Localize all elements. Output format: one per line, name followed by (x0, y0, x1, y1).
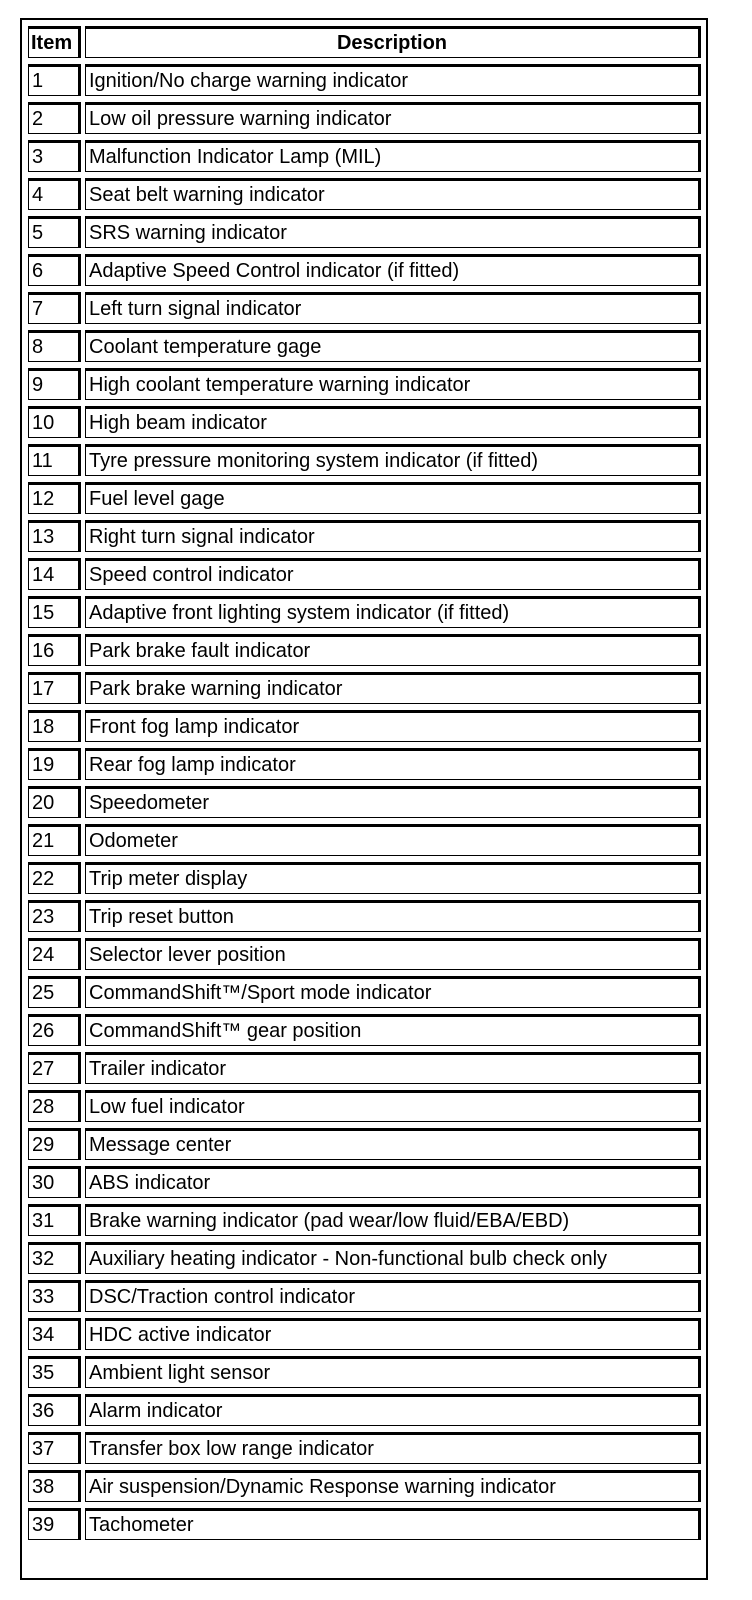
table-cell-description: CommandShift™ gear position (85, 1014, 701, 1046)
table-cell-item: 20 (28, 786, 81, 818)
table-cell-item: 4 (28, 178, 81, 210)
table-cell-item: 3 (28, 140, 81, 172)
table-cell-item: 36 (28, 1394, 81, 1426)
table-cell-item: 21 (28, 824, 81, 856)
table-cell-description: Malfunction Indicator Lamp (MIL) (85, 140, 701, 172)
table-cell-description: Tachometer (85, 1508, 701, 1540)
table-cell-description: DSC/Traction control indicator (85, 1280, 701, 1312)
table-cell-description: Adaptive front lighting system indicator (if fitted) (85, 596, 701, 628)
legend-table-grid (28, 26, 704, 1540)
table-cell-description: Park brake fault indicator (85, 634, 701, 666)
table-cell-description: Seat belt warning indicator (85, 178, 701, 210)
table-cell-item: 39 (28, 1508, 81, 1540)
table-cell-description: Message center (85, 1128, 701, 1160)
table-cell-item: 23 (28, 900, 81, 932)
table-cell-item: 5 (28, 216, 81, 248)
table-cell-description: ABS indicator (85, 1166, 701, 1198)
table-cell-item: 30 (28, 1166, 81, 1198)
table-cell-description: Low oil pressure warning indicator (85, 102, 701, 134)
table-cell-item: 11 (28, 444, 81, 476)
table-cell-description: Coolant temperature gage (85, 330, 701, 362)
table-cell-item: 6 (28, 254, 81, 286)
table-cell-description: High coolant temperature warning indicator (85, 368, 701, 400)
table-cell-description: Trip reset button (85, 900, 701, 932)
table-cell-description: Trailer indicator (85, 1052, 701, 1084)
table-cell-description: Rear fog lamp indicator (85, 748, 701, 780)
table-cell-description: Low fuel indicator (85, 1090, 701, 1122)
table-cell-item: 22 (28, 862, 81, 894)
table-cell-description: Alarm indicator (85, 1394, 701, 1426)
table-cell-description: Selector lever position (85, 938, 701, 970)
table-cell-item: 16 (28, 634, 81, 666)
table-cell-item: 34 (28, 1318, 81, 1350)
table-cell-item: 27 (28, 1052, 81, 1084)
table-cell-description: CommandShift™/Sport mode indicator (85, 976, 701, 1008)
table-cell-item: 19 (28, 748, 81, 780)
table-cell-description: Trip meter display (85, 862, 701, 894)
table-cell-description: Speed control indicator (85, 558, 701, 590)
table-cell-item: 13 (28, 520, 81, 552)
table-cell-description: Fuel level gage (85, 482, 701, 514)
table-cell-description: Transfer box low range indicator (85, 1432, 701, 1464)
table-cell-description: Adaptive Speed Control indicator (if fitted) (85, 254, 701, 286)
table-cell-item: 17 (28, 672, 81, 704)
table-cell-item: 29 (28, 1128, 81, 1160)
table-cell-description: Tyre pressure monitoring system indicator (if fitted) (85, 444, 701, 476)
legend-table (20, 18, 708, 1580)
table-cell-item: 18 (28, 710, 81, 742)
table-cell-description: Odometer (85, 824, 701, 856)
table-cell-item: 26 (28, 1014, 81, 1046)
table-cell-description: SRS warning indicator (85, 216, 701, 248)
table-cell-description: High beam indicator (85, 406, 701, 438)
table-cell-item: 31 (28, 1204, 81, 1236)
table-cell-item: 32 (28, 1242, 81, 1274)
table-cell-description: Brake warning indicator (pad wear/low fluid/EBA/EBD) (85, 1204, 701, 1236)
table-cell-item: 38 (28, 1470, 81, 1502)
table-cell-item: 10 (28, 406, 81, 438)
table-cell-description: Right turn signal indicator (85, 520, 701, 552)
column-header-description: Description (85, 26, 701, 58)
table-cell-description: Ambient light sensor (85, 1356, 701, 1388)
table-cell-description: Ignition/No charge warning indicator (85, 64, 701, 96)
table-cell-item: 14 (28, 558, 81, 590)
table-cell-description: Auxiliary heating indicator - Non-functional bulb check only (85, 1242, 701, 1274)
column-header-item: Item (28, 26, 81, 58)
table-cell-item: 2 (28, 102, 81, 134)
table-cell-item: 15 (28, 596, 81, 628)
table-cell-item: 12 (28, 482, 81, 514)
table-cell-description: Park brake warning indicator (85, 672, 701, 704)
table-cell-item: 1 (28, 64, 81, 96)
table-cell-item: 7 (28, 292, 81, 324)
table-cell-description: Left turn signal indicator (85, 292, 701, 324)
table-cell-item: 24 (28, 938, 81, 970)
table-cell-item: 25 (28, 976, 81, 1008)
table-cell-item: 9 (28, 368, 81, 400)
table-cell-item: 35 (28, 1356, 81, 1388)
table-cell-description: Front fog lamp indicator (85, 710, 701, 742)
table-cell-description: Speedometer (85, 786, 701, 818)
table-cell-description: Air suspension/Dynamic Response warning indicator (85, 1470, 701, 1502)
table-cell-item: 28 (28, 1090, 81, 1122)
table-cell-item: 33 (28, 1280, 81, 1312)
table-cell-description: HDC active indicator (85, 1318, 701, 1350)
table-cell-item: 37 (28, 1432, 81, 1464)
table-cell-item: 8 (28, 330, 81, 362)
